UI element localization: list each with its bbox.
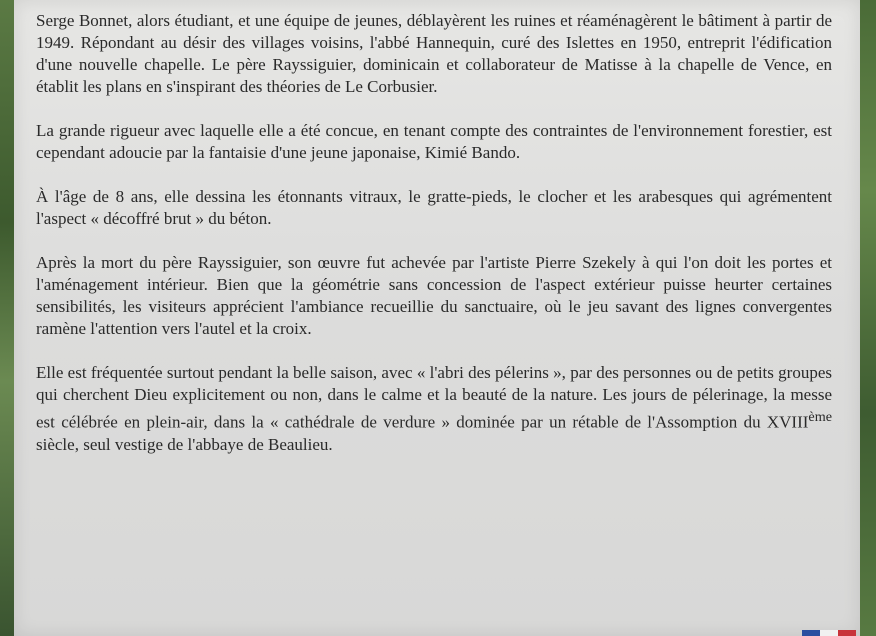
paragraph-pilgrimage: [36, 362, 832, 456]
french-flag-icon: [802, 630, 856, 636]
flag-stripe-white: [820, 630, 838, 636]
paragraph-interior: Après la mort du père Rayssiguier, son œuvre fut achevée par l'artiste Pierre Szekely à qui l'on doit les portes et l'aménagement intérieur. Bien que la géométrie sans concession de l'aspect extérieur puisse heurter certaines sensibilités, les visiteurs apprécient l'ambiance recueillie du sanctuaire, où le jeu savant des lignes convergentes ramène l'attention vers l'autel et la croix.: [36, 253, 832, 338]
century-superscript: ème: [808, 409, 832, 425]
paragraph-history: Serge Bonnet, alors étudiant, et une équipe de jeunes, déblayèrent les ruines et réaménagèrent le bâtiment à partir de 1949. Répondant au désir des villages voisins, l'abbé Hannequin, curé des Islettes en 1950, entreprit l'édification d'une nouvelle chapelle. Le père Rayssiguier, dominicain et collaborateur de Matisse à la chapelle de Vence, en établit les plans en s'inspirant des théories de Le Corbusier.: [36, 11, 832, 96]
paragraph-pilgrimage-end: siècle, seul vestige de l'abbaye de Beaulieu.: [36, 434, 333, 454]
sign-text-block: [36, 10, 832, 456]
paragraph-windows: À l'âge de 8 ans, elle dessina les étonnants vitraux, le gratte-pieds, le clocher et les arabesques qui agrémentent l'aspect « décoffré brut » du béton.: [36, 187, 832, 228]
flag-stripe-blue: [802, 630, 820, 636]
paragraph-pilgrimage-text: Elle est fréquentée surtout pendant la belle saison, avec « l'abri des pélerins », par des personnes ou de petits groupes qui cherchent Dieu explicitement ou non, dans le calme et la beauté de la nature. Les jours de pélerinage, la messe est célébrée en plein-air, dans la « cathédrale de verdure » dominée par un rétable de l'Assomption du XVIII: [36, 363, 832, 432]
flag-stripe-red: [838, 630, 856, 636]
paragraph-design: La grande rigueur avec laquelle elle a été concue, en tenant compte des contraintes de l'environnement forestier, est cependant adoucie par la fantaisie d'une jeune japonaise, Kimié Bando.: [36, 121, 832, 162]
information-sign-panel: [14, 0, 860, 636]
